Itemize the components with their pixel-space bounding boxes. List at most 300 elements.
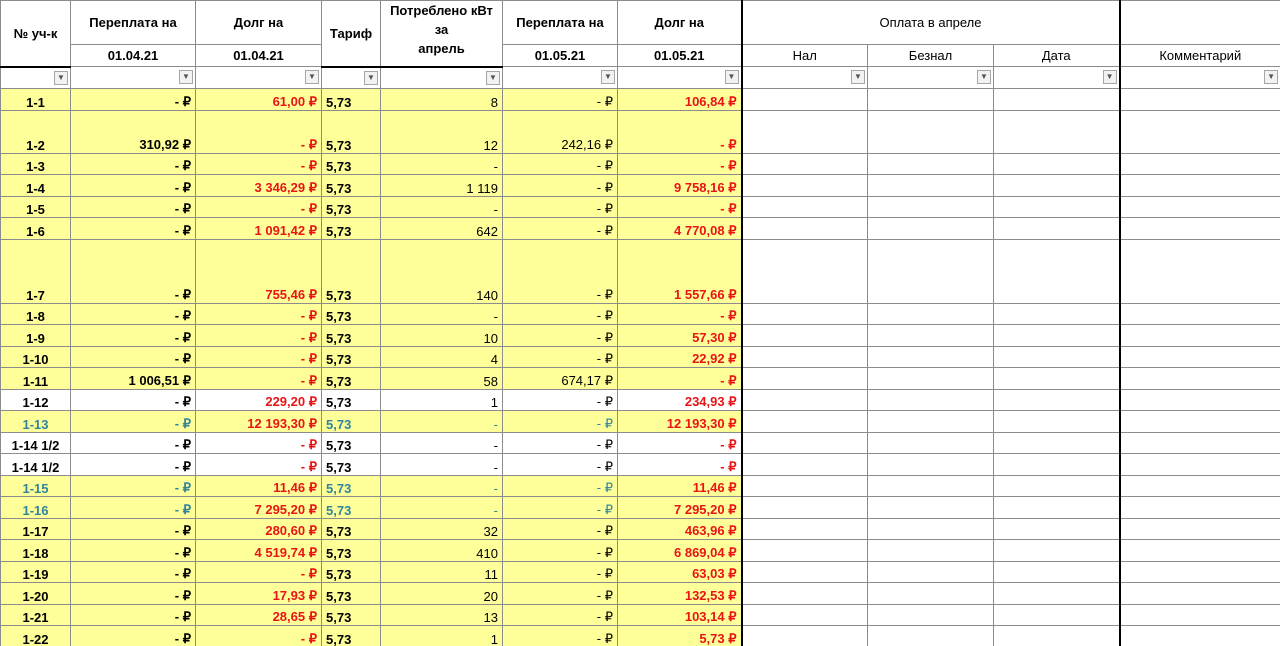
filter-dropdown-icon[interactable]: ▼ xyxy=(305,70,319,84)
date-cell[interactable] xyxy=(994,368,1120,390)
table-row xyxy=(1,540,1280,562)
cash-cell[interactable] xyxy=(742,389,868,411)
tariff-cell[interactable]: 5,73 xyxy=(322,561,381,583)
plot-id-cell[interactable]: 1-16 xyxy=(1,497,71,519)
cash-cell[interactable] xyxy=(742,626,868,646)
plot-id-cell[interactable]: 1-20 xyxy=(1,583,71,605)
plot-id-cell[interactable]: 1-6 xyxy=(1,218,71,240)
comment-cell[interactable] xyxy=(1120,218,1280,240)
plot-id-cell[interactable]: 1-1 xyxy=(1,89,71,111)
cash-cell[interactable] xyxy=(742,497,868,519)
debt-0105-cell[interactable]: 6 869,04 ₽ xyxy=(618,540,742,562)
overpay-0105-cell[interactable]: - ₽ xyxy=(503,518,618,540)
header-consumed xyxy=(381,1,503,67)
debt-0104-cell[interactable]: - ₽ xyxy=(196,454,322,476)
debt-0104-cell[interactable]: - ₽ xyxy=(196,110,322,153)
overpay-0104-cell[interactable]: - ₽ xyxy=(71,175,196,197)
overpay-0104-cell[interactable]: - ₽ xyxy=(71,218,196,240)
overpay-0104-cell[interactable]: 310,92 ₽ xyxy=(71,110,196,153)
plot-id-cell[interactable]: 1-3 xyxy=(1,153,71,175)
debt-0105-cell[interactable]: 103,14 ₽ xyxy=(618,604,742,626)
tariff-cell[interactable]: 5,73 xyxy=(322,175,381,197)
filter-dropdown-icon[interactable]: ▼ xyxy=(851,70,865,84)
tariff-cell[interactable]: 5,73 xyxy=(322,497,381,519)
table-row xyxy=(1,89,1280,111)
comment-cell[interactable] xyxy=(1120,303,1280,325)
comment-cell[interactable] xyxy=(1120,411,1280,433)
consumed-kwt-cell[interactable]: - xyxy=(381,153,503,175)
noncash-cell[interactable] xyxy=(868,411,994,433)
consumed-kwt-cell[interactable]: 13 xyxy=(381,604,503,626)
date-cell[interactable] xyxy=(994,475,1120,497)
tariff-cell[interactable]: 5,73 xyxy=(322,389,381,411)
noncash-cell[interactable] xyxy=(868,303,994,325)
table-row xyxy=(1,561,1280,583)
plot-id-cell[interactable]: 1-9 xyxy=(1,325,71,347)
cash-cell[interactable] xyxy=(742,561,868,583)
comment-cell[interactable] xyxy=(1120,626,1280,646)
table-row xyxy=(1,475,1280,497)
overpay-0104-cell[interactable]: - ₽ xyxy=(71,626,196,646)
cash-cell[interactable] xyxy=(742,239,868,303)
debt-0104-cell[interactable]: 3 346,29 ₽ xyxy=(196,175,322,197)
noncash-cell[interactable] xyxy=(868,239,994,303)
debt-0104-cell[interactable]: 755,46 ₽ xyxy=(196,239,322,303)
debt-0104-cell[interactable]: 11,46 ₽ xyxy=(196,475,322,497)
tariff-cell[interactable]: 5,73 xyxy=(322,346,381,368)
plot-id-cell[interactable]: 1-5 xyxy=(1,196,71,218)
debt-0105-cell[interactable]: 106,84 ₽ xyxy=(618,89,742,111)
plot-id-cell[interactable]: 1-11 xyxy=(1,368,71,390)
noncash-cell[interactable] xyxy=(868,218,994,240)
filter-dropdown-icon[interactable]: ▼ xyxy=(364,71,378,85)
filter-cell xyxy=(322,67,381,89)
debt-0104-cell[interactable]: 280,60 ₽ xyxy=(196,518,322,540)
debt-0105-cell[interactable]: 12 193,30 ₽ xyxy=(618,411,742,433)
date-cell[interactable] xyxy=(994,303,1120,325)
debt-0105-cell[interactable]: 132,53 ₽ xyxy=(618,583,742,605)
debt-0104-cell[interactable]: - ₽ xyxy=(196,626,322,646)
filter-cell xyxy=(196,67,322,89)
header-consumed-line3: апрель xyxy=(418,41,465,56)
debt-0104-cell[interactable]: - ₽ xyxy=(196,368,322,390)
tariff-cell[interactable]: 5,73 xyxy=(322,153,381,175)
debt-0104-cell[interactable]: - ₽ xyxy=(196,303,322,325)
date-cell[interactable] xyxy=(994,175,1120,197)
overpay-0104-cell[interactable]: - ₽ xyxy=(71,239,196,303)
comment-cell[interactable] xyxy=(1120,89,1280,111)
tariff-cell[interactable]: 5,73 xyxy=(322,239,381,303)
debt-0104-cell[interactable]: 61,00 ₽ xyxy=(196,89,322,111)
overpay-0104-cell[interactable]: - ₽ xyxy=(71,583,196,605)
header-overpay2-date: 01.05.21 xyxy=(503,45,618,67)
cash-cell[interactable] xyxy=(742,411,868,433)
consumed-kwt-cell[interactable]: 8 xyxy=(381,89,503,111)
consumed-kwt-cell[interactable]: - xyxy=(381,303,503,325)
noncash-cell[interactable] xyxy=(868,110,994,153)
consumed-kwt-cell[interactable]: 20 xyxy=(381,583,503,605)
consumed-kwt-cell[interactable]: 11 xyxy=(381,561,503,583)
tariff-cell[interactable]: 5,73 xyxy=(322,604,381,626)
debt-0104-cell[interactable]: 7 295,20 ₽ xyxy=(196,497,322,519)
noncash-cell[interactable] xyxy=(868,368,994,390)
comment-cell[interactable] xyxy=(1120,346,1280,368)
date-cell[interactable] xyxy=(994,196,1120,218)
table-row xyxy=(1,218,1280,240)
debt-0104-cell[interactable]: - ₽ xyxy=(196,196,322,218)
table-row xyxy=(1,325,1280,347)
overpay-0105-cell[interactable]: - ₽ xyxy=(503,626,618,646)
overpay-0105-cell[interactable]: 242,16 ₽ xyxy=(503,110,618,153)
table-row xyxy=(1,153,1280,175)
comment-cell[interactable] xyxy=(1120,454,1280,476)
noncash-cell[interactable] xyxy=(868,454,994,476)
debt-0104-cell[interactable]: - ₽ xyxy=(196,561,322,583)
overpay-0104-cell[interactable]: - ₽ xyxy=(71,497,196,519)
filter-dropdown-icon[interactable]: ▼ xyxy=(179,70,193,84)
consumed-kwt-cell[interactable]: - xyxy=(381,432,503,454)
date-cell[interactable] xyxy=(994,626,1120,646)
consumed-kwt-cell[interactable]: - xyxy=(381,411,503,433)
overpay-0105-cell[interactable]: 674,17 ₽ xyxy=(503,368,618,390)
consumed-kwt-cell[interactable]: 1 xyxy=(381,626,503,646)
filter-dropdown-icon[interactable]: ▼ xyxy=(486,71,500,85)
tariff-cell[interactable]: 5,73 xyxy=(322,218,381,240)
consumed-kwt-cell[interactable]: - xyxy=(381,475,503,497)
consumed-kwt-cell[interactable]: 12 xyxy=(381,110,503,153)
overpay-0105-cell[interactable]: - ₽ xyxy=(503,497,618,519)
date-cell[interactable] xyxy=(994,218,1120,240)
plot-id-cell[interactable]: 1-14 1/2 xyxy=(1,454,71,476)
comment-cell[interactable] xyxy=(1120,432,1280,454)
noncash-cell[interactable] xyxy=(868,604,994,626)
tariff-cell[interactable]: 5,73 xyxy=(322,368,381,390)
debt-0104-cell[interactable]: - ₽ xyxy=(196,153,322,175)
plot-id-cell[interactable]: 1-13 xyxy=(1,411,71,433)
date-cell[interactable] xyxy=(994,497,1120,519)
date-cell[interactable] xyxy=(994,110,1120,153)
debt-0105-cell[interactable]: - ₽ xyxy=(618,454,742,476)
tariff-cell[interactable]: 5,73 xyxy=(322,518,381,540)
table-row xyxy=(1,432,1280,454)
consumed-kwt-cell[interactable]: - xyxy=(381,196,503,218)
overpay-0105-cell[interactable]: - ₽ xyxy=(503,454,618,476)
date-cell[interactable] xyxy=(994,325,1120,347)
cash-cell[interactable] xyxy=(742,175,868,197)
table-row xyxy=(1,583,1280,605)
overpay-0105-cell[interactable]: - ₽ xyxy=(503,346,618,368)
consumed-kwt-cell[interactable]: 410 xyxy=(381,540,503,562)
tariff-cell[interactable]: 5,73 xyxy=(322,540,381,562)
noncash-cell[interactable] xyxy=(868,153,994,175)
overpay-0104-cell[interactable]: - ₽ xyxy=(71,561,196,583)
table-row xyxy=(1,110,1280,153)
table-row xyxy=(1,196,1280,218)
cash-cell[interactable] xyxy=(742,583,868,605)
overpay-0105-cell[interactable]: - ₽ xyxy=(503,389,618,411)
noncash-cell[interactable] xyxy=(868,626,994,646)
cash-cell[interactable] xyxy=(742,153,868,175)
consumed-kwt-cell[interactable]: 32 xyxy=(381,518,503,540)
filter-dropdown-icon[interactable]: ▼ xyxy=(1264,70,1278,84)
date-cell[interactable] xyxy=(994,411,1120,433)
date-cell[interactable] xyxy=(994,454,1120,476)
plot-id-cell[interactable]: 1-10 xyxy=(1,346,71,368)
table-row xyxy=(1,175,1280,197)
comment-cell[interactable] xyxy=(1120,110,1280,153)
noncash-cell[interactable] xyxy=(868,518,994,540)
debt-0105-cell[interactable]: 7 295,20 ₽ xyxy=(618,497,742,519)
overpay-0104-cell[interactable]: - ₽ xyxy=(71,346,196,368)
noncash-cell[interactable] xyxy=(868,497,994,519)
overpay-0104-cell[interactable]: - ₽ xyxy=(71,518,196,540)
cash-cell[interactable] xyxy=(742,475,868,497)
noncash-cell[interactable] xyxy=(868,196,994,218)
filter-cell xyxy=(618,67,742,89)
debt-0104-cell[interactable]: - ₽ xyxy=(196,432,322,454)
debt-0105-cell[interactable]: 63,03 ₽ xyxy=(618,561,742,583)
date-cell[interactable] xyxy=(994,239,1120,303)
tariff-cell[interactable]: 5,73 xyxy=(322,432,381,454)
date-cell[interactable] xyxy=(994,604,1120,626)
table-row xyxy=(1,303,1280,325)
overpay-0104-cell[interactable]: - ₽ xyxy=(71,475,196,497)
cash-cell[interactable] xyxy=(742,368,868,390)
comment-cell[interactable] xyxy=(1120,604,1280,626)
overpay-0105-cell[interactable]: - ₽ xyxy=(503,218,618,240)
overpay-0104-cell[interactable]: - ₽ xyxy=(71,432,196,454)
table-row xyxy=(1,626,1280,646)
overpay-0105-cell[interactable]: - ₽ xyxy=(503,540,618,562)
cash-cell[interactable] xyxy=(742,518,868,540)
consumed-kwt-cell[interactable]: 4 xyxy=(381,346,503,368)
overpay-0104-cell[interactable]: - ₽ xyxy=(71,389,196,411)
header-overpay2: Переплата на xyxy=(503,1,618,45)
debt-0104-cell[interactable]: 28,65 ₽ xyxy=(196,604,322,626)
plot-id-cell[interactable]: 1-2 xyxy=(1,110,71,153)
comment-cell[interactable] xyxy=(1120,475,1280,497)
overpay-0105-cell[interactable]: - ₽ xyxy=(503,583,618,605)
overpay-0105-cell[interactable]: - ₽ xyxy=(503,175,618,197)
date-cell[interactable] xyxy=(994,518,1120,540)
table-row xyxy=(1,518,1280,540)
overpay-0105-cell[interactable]: - ₽ xyxy=(503,604,618,626)
tariff-cell[interactable]: 5,73 xyxy=(322,110,381,153)
plot-id-cell[interactable]: 1-19 xyxy=(1,561,71,583)
header-tariff: Тариф xyxy=(322,1,381,67)
plot-id-cell[interactable]: 1-17 xyxy=(1,518,71,540)
filter-cell xyxy=(1,67,71,89)
cash-cell[interactable] xyxy=(742,218,868,240)
consumed-kwt-cell[interactable]: 1 xyxy=(381,389,503,411)
consumed-kwt-cell[interactable]: 10 xyxy=(381,325,503,347)
noncash-cell[interactable] xyxy=(868,475,994,497)
plot-id-cell[interactable]: 1-14 1/2 xyxy=(1,432,71,454)
debt-0104-cell[interactable]: 17,93 ₽ xyxy=(196,583,322,605)
date-cell[interactable] xyxy=(994,89,1120,111)
date-cell[interactable] xyxy=(994,583,1120,605)
debt-0104-cell[interactable]: 4 519,74 ₽ xyxy=(196,540,322,562)
noncash-cell[interactable] xyxy=(868,432,994,454)
plot-id-cell[interactable]: 1-12 xyxy=(1,389,71,411)
plot-id-cell[interactable]: 1-15 xyxy=(1,475,71,497)
comment-cell[interactable] xyxy=(1120,239,1280,303)
overpay-0104-cell[interactable]: - ₽ xyxy=(71,411,196,433)
overpay-0105-cell[interactable]: - ₽ xyxy=(503,303,618,325)
debt-0105-cell[interactable]: - ₽ xyxy=(618,153,742,175)
debt-0105-cell[interactable]: 1 557,66 ₽ xyxy=(618,239,742,303)
tariff-cell[interactable]: 5,73 xyxy=(322,454,381,476)
filter-row xyxy=(1,67,1280,89)
consumed-kwt-cell[interactable]: - xyxy=(381,497,503,519)
filter-dropdown-icon[interactable]: ▼ xyxy=(725,70,739,84)
header-row-1 xyxy=(1,1,1280,45)
consumed-kwt-cell[interactable]: 58 xyxy=(381,368,503,390)
debt-0105-cell[interactable]: 22,92 ₽ xyxy=(618,346,742,368)
tariff-cell[interactable]: 5,73 xyxy=(322,583,381,605)
debt-0104-cell[interactable]: 229,20 ₽ xyxy=(196,389,322,411)
overpay-0105-cell[interactable]: - ₽ xyxy=(503,411,618,433)
cash-cell[interactable] xyxy=(742,89,868,111)
tariff-cell[interactable]: 5,73 xyxy=(322,325,381,347)
header-overpay: Переплата на xyxy=(71,1,196,45)
debt-0105-cell[interactable]: 57,30 ₽ xyxy=(618,325,742,347)
comment-cell[interactable] xyxy=(1120,497,1280,519)
overpay-0105-cell[interactable]: - ₽ xyxy=(503,561,618,583)
date-cell[interactable] xyxy=(994,389,1120,411)
debt-0104-cell[interactable]: 12 193,30 ₽ xyxy=(196,411,322,433)
overpay-0104-cell[interactable]: - ₽ xyxy=(71,604,196,626)
noncash-cell[interactable] xyxy=(868,583,994,605)
overpay-0104-cell[interactable]: - ₽ xyxy=(71,325,196,347)
consumed-kwt-cell[interactable]: 642 xyxy=(381,218,503,240)
overpay-0105-cell[interactable]: - ₽ xyxy=(503,475,618,497)
comment-cell[interactable] xyxy=(1120,389,1280,411)
comment-cell[interactable] xyxy=(1120,196,1280,218)
overpay-0104-cell[interactable]: - ₽ xyxy=(71,196,196,218)
cash-cell[interactable] xyxy=(742,110,868,153)
tariff-cell[interactable]: 5,73 xyxy=(322,626,381,646)
plot-id-cell[interactable]: 1-22 xyxy=(1,626,71,646)
overpay-0104-cell[interactable]: - ₽ xyxy=(71,89,196,111)
cash-cell[interactable] xyxy=(742,325,868,347)
date-cell[interactable] xyxy=(994,153,1120,175)
plot-id-cell[interactable]: 1-21 xyxy=(1,604,71,626)
consumed-kwt-cell[interactable]: 1 119 xyxy=(381,175,503,197)
comment-cell[interactable] xyxy=(1120,153,1280,175)
cash-cell[interactable] xyxy=(742,303,868,325)
noncash-cell[interactable] xyxy=(868,89,994,111)
overpay-0104-cell[interactable]: - ₽ xyxy=(71,153,196,175)
noncash-cell[interactable] xyxy=(868,561,994,583)
comment-cell[interactable] xyxy=(1120,175,1280,197)
tariff-cell[interactable]: 5,73 xyxy=(322,196,381,218)
filter-dropdown-icon[interactable]: ▼ xyxy=(601,70,615,84)
consumed-kwt-cell[interactable]: - xyxy=(381,454,503,476)
overpay-0105-cell[interactable]: - ₽ xyxy=(503,89,618,111)
consumed-kwt-cell[interactable]: 140 xyxy=(381,239,503,303)
comment-cell[interactable] xyxy=(1120,368,1280,390)
noncash-cell[interactable] xyxy=(868,389,994,411)
header-comment: Комментарий xyxy=(1120,45,1280,67)
filter-cell xyxy=(742,67,868,89)
debt-0105-cell[interactable]: 9 758,16 ₽ xyxy=(618,175,742,197)
debt-0105-cell[interactable]: - ₽ xyxy=(618,368,742,390)
filter-dropdown-icon[interactable]: ▼ xyxy=(54,71,68,85)
header-row-2 xyxy=(1,45,1280,67)
overpay-0104-cell[interactable]: - ₽ xyxy=(71,454,196,476)
plot-id-cell[interactable]: 1-7 xyxy=(1,239,71,303)
plot-id-cell[interactable]: 1-4 xyxy=(1,175,71,197)
debt-0105-cell[interactable]: - ₽ xyxy=(618,196,742,218)
noncash-cell[interactable] xyxy=(868,325,994,347)
overpay-0105-cell[interactable]: - ₽ xyxy=(503,153,618,175)
noncash-cell[interactable] xyxy=(868,346,994,368)
filter-cell xyxy=(868,67,994,89)
comment-cell[interactable] xyxy=(1120,325,1280,347)
plot-id-cell[interactable]: 1-8 xyxy=(1,303,71,325)
comment-cell[interactable] xyxy=(1120,583,1280,605)
filter-cell xyxy=(71,67,196,89)
comment-cell[interactable] xyxy=(1120,540,1280,562)
debt-0105-cell[interactable]: 234,93 ₽ xyxy=(618,389,742,411)
overpay-0104-cell[interactable]: - ₽ xyxy=(71,303,196,325)
cash-cell[interactable] xyxy=(742,540,868,562)
debt-0105-cell[interactable]: 5,73 ₽ xyxy=(618,626,742,646)
debt-0105-cell[interactable]: - ₽ xyxy=(618,110,742,153)
overpay-0105-cell[interactable]: - ₽ xyxy=(503,239,618,303)
header-consumed-line1: Потреблено кВт xyxy=(390,3,493,18)
overpay-0104-cell[interactable]: 1 006,51 ₽ xyxy=(71,368,196,390)
filter-dropdown-icon[interactable]: ▼ xyxy=(1103,70,1117,84)
tariff-cell[interactable]: 5,73 xyxy=(322,89,381,111)
debt-0105-cell[interactable]: 11,46 ₽ xyxy=(618,475,742,497)
overpay-0105-cell[interactable]: - ₽ xyxy=(503,196,618,218)
noncash-cell[interactable] xyxy=(868,175,994,197)
tariff-cell[interactable]: 5,73 xyxy=(322,475,381,497)
cash-cell[interactable] xyxy=(742,604,868,626)
overpay-0104-cell[interactable]: - ₽ xyxy=(71,540,196,562)
tariff-cell[interactable]: 5,73 xyxy=(322,303,381,325)
tariff-cell[interactable]: 5,73 xyxy=(322,411,381,433)
date-cell[interactable] xyxy=(994,432,1120,454)
date-cell[interactable] xyxy=(994,561,1120,583)
cash-cell[interactable] xyxy=(742,432,868,454)
debt-0104-cell[interactable]: - ₽ xyxy=(196,346,322,368)
debt-0105-cell[interactable]: - ₽ xyxy=(618,432,742,454)
comment-cell[interactable] xyxy=(1120,518,1280,540)
filter-dropdown-icon[interactable]: ▼ xyxy=(977,70,991,84)
debt-0105-cell[interactable]: - ₽ xyxy=(618,303,742,325)
table-row xyxy=(1,239,1280,303)
comment-cell[interactable] xyxy=(1120,561,1280,583)
overpay-0105-cell[interactable]: - ₽ xyxy=(503,325,618,347)
header-debt2-date: 01.05.21 xyxy=(618,45,742,67)
date-cell[interactable] xyxy=(994,346,1120,368)
date-cell[interactable] xyxy=(994,540,1120,562)
cash-cell[interactable] xyxy=(742,196,868,218)
noncash-cell[interactable] xyxy=(868,540,994,562)
debt-0105-cell[interactable]: 463,96 ₽ xyxy=(618,518,742,540)
debt-0104-cell[interactable]: - ₽ xyxy=(196,325,322,347)
debt-0105-cell[interactable]: 4 770,08 ₽ xyxy=(618,218,742,240)
debt-0104-cell[interactable]: 1 091,42 ₽ xyxy=(196,218,322,240)
cash-cell[interactable] xyxy=(742,346,868,368)
table-body xyxy=(1,89,1280,646)
plot-id-cell[interactable]: 1-18 xyxy=(1,540,71,562)
overpay-0105-cell[interactable]: - ₽ xyxy=(503,432,618,454)
cash-cell[interactable] xyxy=(742,454,868,476)
